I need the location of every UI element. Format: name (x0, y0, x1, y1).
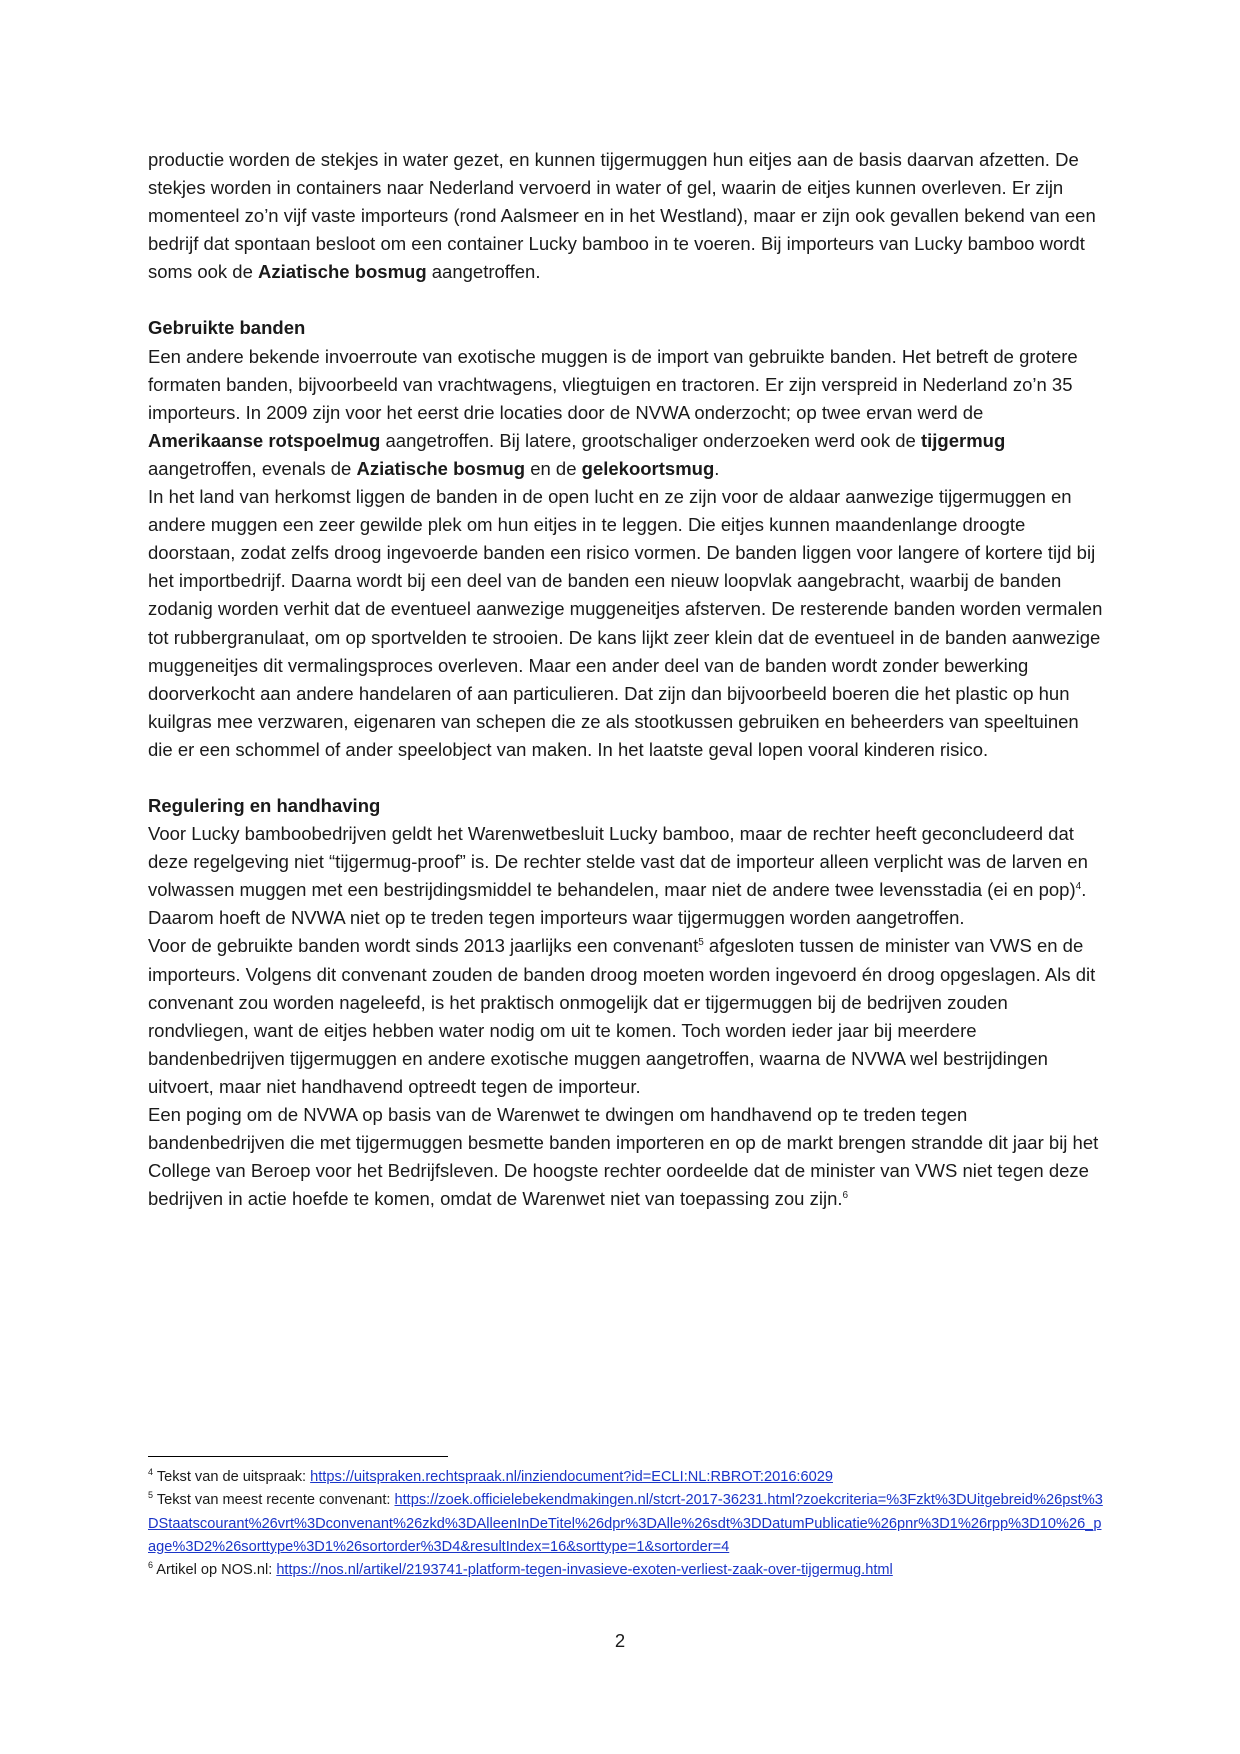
footnote-link[interactable]: https://nos.nl/artikel/2193741-platform-tegen-invasieve-exoten-verliest-zaak-over-tijgermug.html (276, 1562, 893, 1579)
footnote-label: Tekst van de uitspraak: (156, 1469, 311, 1485)
footnote-ref[interactable]: 5 (698, 937, 704, 949)
section-heading-regulering: Regulering en handhaving (148, 794, 381, 816)
footnote-label: Artikel op NOS.nl: (156, 1562, 277, 1579)
footnote-ref[interactable]: 4 (1075, 881, 1082, 893)
text: aangetroffen. Bij latere, grootschaliger onderzoeken werd ook de (380, 429, 921, 451)
bold-term: Aziatische bosmug (356, 457, 526, 479)
paragraph: In het land van herkomst liggen de banden in de open lucht en ze zijn voor de aldaar aanwezige tijgermuggen en andere muggen een zeer gewilde plek om hun eitjes in te leggen. Die eitjes kunnen maandenlange droogte doorstaan, zodat zelfs droog ingevoerde banden een risico vormen. De banden liggen voor langere of kortere tijd bij het importbedrijf. Daarna wordt bij een deel van de banden een nieuw loopvlak aangebracht, waarbij de banden zodanig worden verhit dat de eventueel aanwezige muggeneitjes afsterven. De resterende banden worden vermalen tot rubbergranulaat, om op sportvelden te strooien. De kans lijkt zeer klein dat de eventueel in de banden aanwezige muggeneitjes dit vermalingsproces overleven. Maar een ander deel van de banden wordt zonder bewerking doorverkocht aan andere handelaren of aan particulieren. Dat zijn dan bijvoorbeeld boeren die het plastic op hun kuilgras mee verzwaren, eigenaren van schepen die ze als stootkussen gebruiken en beheerders van speeltuinen die er een schommel of ander speelobject van maken. In het laatste geval lopen vooral kinderen risico. (148, 486, 1103, 760)
text: Een poging om de NVWA op basis van de Warenwet te dwingen om handhavend op te treden tegen bandenbedrijven die met tijgermuggen besmette banden importeren en op de markt brengen strandde dit jaar bij het College van Beroep voor het Bedrijfsleven. De hoogste rechter oordeelde dat de minister van VWS niet tegen deze bedrijven in actie hoefde te komen, omdat de Warenwet niet van toepassing zou zijn. (148, 1104, 1099, 1210)
footnote-ref[interactable]: 6 (842, 1190, 849, 1202)
footnote-divider (148, 1456, 448, 1457)
text: aangetroffen. (426, 261, 541, 283)
page-number: 2 (614, 1630, 626, 1651)
footnote-link[interactable]: https://zoek.officielebekendmakingen.nl/stcrt-2017-36231.html?zoekcriteria=%3Fzkt%3DUitgebreid%26pst%3DStaatscourant%26vrt%3Dconvenant%26zkd%3DAlleenInDeTitel%26dpr%3DAlle%26sdt%3DDatumPublicatie%26pnr%3D1%26rpp%3D10%26_page%3D2%26sorttype%3D1%26sortorder%3D4&resultIndex=16&sorttype=1&sortorder=4 (148, 1492, 1103, 1555)
footnote-item (148, 1489, 1103, 1559)
footnote-label: Tekst van meest recente convenant: (156, 1492, 395, 1509)
footnote-number: 6 (148, 1560, 154, 1571)
bold-term: Amerikaanse rotspoelmug (148, 429, 381, 451)
bold-term: tijgermug (920, 429, 1006, 451)
text: Voor de gebruikte banden wordt sinds 2013 jaarlijks een convenant (148, 935, 699, 957)
footnote-number: 5 (148, 1490, 154, 1501)
footnote-link[interactable]: https://uitspraken.rechtspraak.nl/inziendocument?id=ECLI:NL:RBROT:2016:6029 (310, 1469, 833, 1485)
text: en de (525, 457, 582, 479)
bold-term: Aziatische bosmug (258, 261, 427, 283)
paragraph (148, 820, 1103, 932)
footnote-item (148, 1559, 1103, 1582)
paragraph (148, 932, 1103, 1101)
footnote-item (148, 1466, 1103, 1489)
document-body (148, 146, 1103, 1213)
bold-term: gelekoortsmug (581, 457, 715, 479)
text: . (714, 457, 720, 479)
footnotes (148, 1466, 1103, 1582)
text: productie worden de stekjes in water gezet, en kunnen tijgermuggen hun eitjes aan de basis daarvan afzetten. De stekjes worden in containers naar Nederland vervoerd in water of gel, waarin de eitjes kunnen overleven. Er zijn momenteel zo’n vijf vaste importeurs (rond Aalsmeer en in het Westland), maar er zijn ook gevallen bekend van een bedrijf dat spontaan besloot om een container Lucky bamboo in te voeren. Bij importeurs van Lucky bamboo wordt soms ook de (148, 149, 1096, 283)
section-heading-gebruikte-banden: Gebruikte banden (148, 317, 306, 339)
paragraph (148, 1101, 1103, 1213)
text: Voor Lucky bamboobedrijven geldt het Warenwetbesluit Lucky bamboo, maar de rechter heeft geconcludeerd dat deze regelgeving niet “tijgermug-proof” is. De rechter stelde vast dat de importeur alleen verplicht was de larven en volwassen muggen met een bestrijdingsmiddel te behandelen, maar niet de andere twee levensstadia (ei en pop) (148, 823, 1088, 901)
text: aangetroffen, evenals de (148, 457, 357, 479)
footnote-number: 4 (148, 1467, 154, 1478)
text: . Daarom hoeft de NVWA niet op te treden tegen importeurs waar tijgermuggen worden aangetroffen. (148, 879, 1087, 929)
text: afgesloten tussen de minister van VWS en de importeurs. Volgens dit convenant zouden de banden droog moeten worden ingevoerd én droog opgeslagen. Als dit convenant zou worden nageleefd, is het praktisch onmogelijk dat er tijgermuggen bij de bedrijven zouden rondvliegen, want de eitjes hebben water nodig om uit te komen. Toch worden ieder jaar bij meerdere bandenbedrijven tijgermuggen en andere exotische muggen aangetroffen, waarna de NVWA wel bestrijdingen uitvoert, maar niet handhavend optreedt tegen de importeur. (148, 935, 1096, 1097)
text: Een andere bekende invoerroute van exotische muggen is de import van gebruikte banden. Het betreft de grotere formaten banden, bijvoorbeeld van vrachtwagens, vliegtuigen en tractoren. Er zijn verspreid in Nederland zo’n 35 importeurs. In 2009 zijn voor het eerst drie locaties door de NVWA onderzocht; op twee ervan werd de (148, 345, 1078, 423)
paragraph (148, 343, 1103, 483)
intro-paragraph (148, 146, 1103, 286)
